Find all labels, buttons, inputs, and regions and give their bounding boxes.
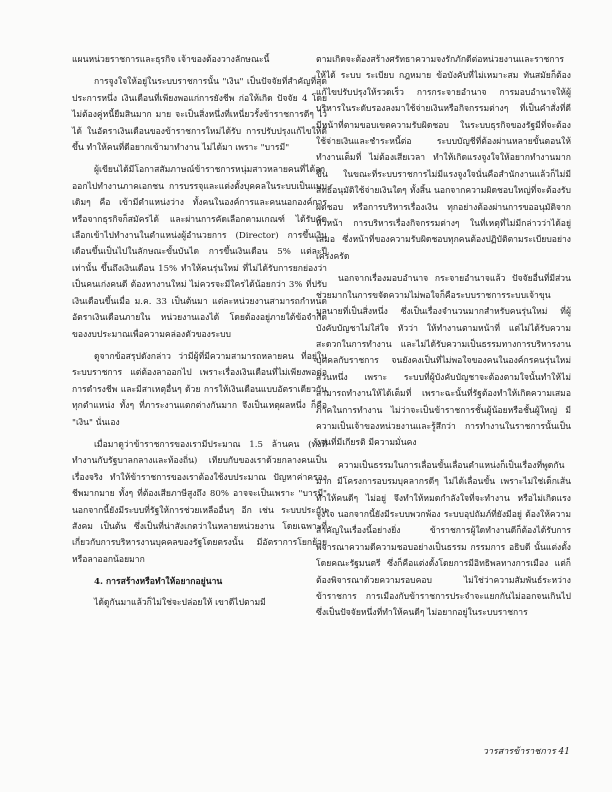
- paragraph: ได้ดูกันมาแล้วก็ไม่ใช่จะปล่อยให้ เขาดีไปตามมี: [94, 597, 266, 608]
- right-column: [316, 52, 571, 628]
- paragraph: ตามเกิดจะต้องสร้างศรัทธาความจงรักภักดีต่อหน่วยงานและราชการให้ได้ ระบบ ระเบียบ กฎหมาย ข้อบังคับที่ไม่เหมาะสม ทันสมัยก็ต้องแก้ไขปรับปรุงให้รวดเร็ว การกระจายอำนาจ การมอบอำนาจให้ผู้บริหารในระดับรองลงมาใช้จ่ายเงินหรือกิจกรรมต่างๆ ที่เป็นคำสั่งที่ดี มีหน้าที่ตามขอบเขตความรับผิดชอบ ในระบบธุรกิจของรัฐมีที่จะต้องใช้จ่ายเงินและชำระหนี้ต่อ ระบบบัญชีที่ต้องผ่านหลายขั้นตอนให้ทำงานเต็มที่ ไม่ต้องเสียเวลา ทำให้เกิดแรงจูงใจให้อยากทำงานมากขึ้น ในขณะที่ระบบราชการไม่มีแรงจูงใจนั่นคือสำนักงานแล้วก็ไม่มีสิทธิ์อนุมัติใช้จ่ายเงินใดๆ ทั้งสิ้น นอกจากความผิดชอบใหญ่ที่จะต้องรับผิดชอบ หรือการบริหารเรื่องเงิน ทุกอย่างต้องผ่านการขออนุมัติจากหัวหน้า การบริหารเรื่องกิจกรรมต่างๆ ในที่เหตุที่ไม่มีกล่าวว่าได้อยู่เสมอ ซึ่งหน้าที่ของความรับผิดชอบทุกคนต้องปฏิบัติตามระเบียบอย่างเคร่งครัด: [316, 55, 571, 262]
- section-heading: 4. การสร้างหรือทำให้อยากอยู่นาน: [94, 577, 223, 588]
- paragraph: ผู้เขียนได้มีโอกาสสัมภาษณ์ข้าราชการหนุ่มสาวหลายคนที่ได้ลาออกไปทำงานภาคเอกชน การบรรจุและแต่งตั้งบุคคลในระบบเป็นแบบเดิมๆ คือ เข้ามีตำแหน่งว่าง ทั้งคนในองค์การและคนนอกองค์การ หรือจากธุรกิจก็สมัครได้ และผ่านการคัดเลือกตามเกณฑ์ ได้รับคัดเลือกเข้าไปทำงานในตำแหน่งผู้อำนวยการ (Director) การขึ้นเงินเดือนขึ้นเป็นไปในลักษณะขั้นบันได การขึ้นเงินเดือน 5% แต่ละปีเท่านั้น ขึ้นถึงเงินเดือน 15% ทำให้คนรุ่นใหม่ ที่ไม่ได้รับการยกย่องว่าเป็นคนเก่งคนดี ต้องหางานใหม่ ไม่ควรจะมีใครได้น้อยกว่า 3% ที่ปรับเงินเดือนขึ้นเมื่อ ม.ค. 33 เป็นต้นมา แต่ละหน่วยงานสามารถกำหนดอัตราเงินเดือนภายใน หน่วยงานเองได้ โดยต้องอยู่ภายใต้ข้อจำกัด ของงบประมาณเพื่อความคล่องตัวของระบบ: [72, 165, 327, 340]
- left-column: [72, 52, 327, 617]
- paragraph: ดูจากข้อสรุปดังกล่าว ว่ามีผู้ที่มีความสามารถหลายคน ที่อยู่ในระบบราชการ แต่ต้องลาออกไป เพราะเรื่องเงินเดือนที่ไม่เพียงพอต่อการดำรงชีพ และมีสาเหตุอื่นๆ ด้วย การให้เงินเดือนแบบอัตราเดียวกันทุกตำแหน่ง ทั้งๆ ที่ภาระงานแตกต่างกันมาก จึงเป็นเหตุผลหนึ่ง ก็คือ "เงิน" นั่นเอง: [72, 351, 327, 428]
- paragraph: นอกจากเรื่องมอบอำนาจ กระจายอำนาจแล้ว ปัจจัยอื่นที่มีส่วนช่วยมากในการขจัดความไม่พอใจก็คือระบบราชการระบบเจ้าขุนมูลนายที่เป็นสิ่งหนึ่ง ซึ่งเป็นเรื่องจำนวนมากสำหรับคนรุ่นใหม่ ที่ผู้บังคับบัญชาไม่ใส่ใจ หัวว่า ให้ทำงานตามหน้าที่ แต่ไม่ได้รับความสะดวกในการทำงาน และไม่ได้รับความเป็นธรรมทางการบริหารงานบุคคลกับราชการ จนยังคงเป็นที่ไม่พอใจของคนในองค์กรคนรุ่นใหม่ส่วนหนึ่ง เพราะ ระบบที่ผู้บังคับบัญชาจะต้องตามใจนั้นทำให้ไม่สามารถทำงานให้ได้เต็มที่ เพราะฉะนั้นที่รัฐต้องทำให้เกิดความเสมอภาคในการทำงาน ไม่ว่าจะเป็นข้าราชการชั้นผู้น้อยหรือชั้นผู้ใหญ่ มีความเป็นเจ้าของหน่วยงานและรู้สึกว่า การทำงานในราชการนั้นเป็นงานที่มีเกียรติ มีความมั่นคง: [316, 274, 571, 449]
- paragraph: ความเป็นธรรมในการเลื่อนขั้นเลื่อนตำแหน่งก็เป็นเรื่องที่พูดกันมาก มีโครงการอบรมบุคลากรดีๆ ไม่ได้เลื่อนขั้น เพราะไม่ใช่เด็กเส้น ทำให้คนดีๆ ไม่อยู่ จึงทำให้หมดกำลังใจที่จะทำงาน หรือไม่เกิดแรงจูงใจ นอกจากนี้ยังมีระบบพวกพ้อง ระบบอุปถัมภ์ที่ยังมีอยู่ ต้องให้ความสำคัญในเรื่องนี้อย่างยิ่ง ข้าราชการผู้ใดทำงานดีก็ต้องได้รับการพิจารณาความดีความชอบอย่างเป็นธรรม กรรมการ อธิบดี นั้นแต่งตั้งโดยคณะรัฐมนตรี ซึ่งก็คือแต่งตั้งโดยการมีอิทธิพลทางการเมือง แต่ก็ต้องพิจารณาด้วยความรอบคอบ ไม่ใช่ว่าความสัมพันธ์ระหว่างข้าราชการ การเมืองกับข้าราชการประจำจะแยกกันไม่ออกจนเกินไป ซึ่งเป็นปัจจัยหนึ่งที่ทำให้คนดีๆ ไม่อยากอยู่ในระบบราชการ: [316, 460, 571, 619]
- paragraph: การจูงใจให้อยู่ในระบบราชการนั้น "เงิน" เป็นปัจจัยที่สำคัญที่สุดประการหนึ่ง เงินเดือนที่เพียงพอแก่การยังชีพ ก่อให้เกิด ปัจจัย 4 โดยไม่ต้องคู่หนี้ยืมสินมาก มาย จะเป็นสิ่งหนึ่งที่เหนี่ยวรั้งข้าราชการดีๆ ไว้ได้ ในอัตราเงินเดือนของข้าราชการใหม่ได้รับ การปรับปรุงแก้ไขให้ดีขึ้น ทำให้คนที่ดีอยากเข้ามาทำงาน ไม่ได้มา เพราะ "บารมี": [72, 77, 327, 154]
- page-footer: วารสารข้าราชการ 41: [482, 747, 570, 757]
- paragraph: เมื่อมาดูว่าข้าราชการของเรามีประมาณ 1.5 ล้านคน (ทั้งที่ทำงานกับรัฐบาลกลางและท้องถิ่น) เทียบกับของเราด้วยกลางคนเป็นเรื่องจริง ทำให้ข้าราชการของเราต้องใช้งบประมาณ ปัญหาค่าครองชีพมากมาย ทั้งๆ ที่ต้องเสียภาษีสูงถึง 80% อาจจะเป็นเพราะ "บารมี" นอกจากนี้ยังมีระบบที่รัฐให้การช่วยเหลืออื่นๆ อีก เช่น ระบบประกันสังคม เป็นต้น ซึ่งเป็นที่น่าสังเกตว่าในหลายหน่วยงาน โดยเฉพาะที่เกี่ยวกับการบริหารงานบุคคลของรัฐโดยตรงนั้น มีอัตราการโยกย้ายหรือลาออกน้อยมาก: [72, 439, 327, 565]
- paragraph: แผนหน่วยราชการและธุรกิจ เจ้าของต้องวางลักษณะนี้: [72, 55, 270, 65]
